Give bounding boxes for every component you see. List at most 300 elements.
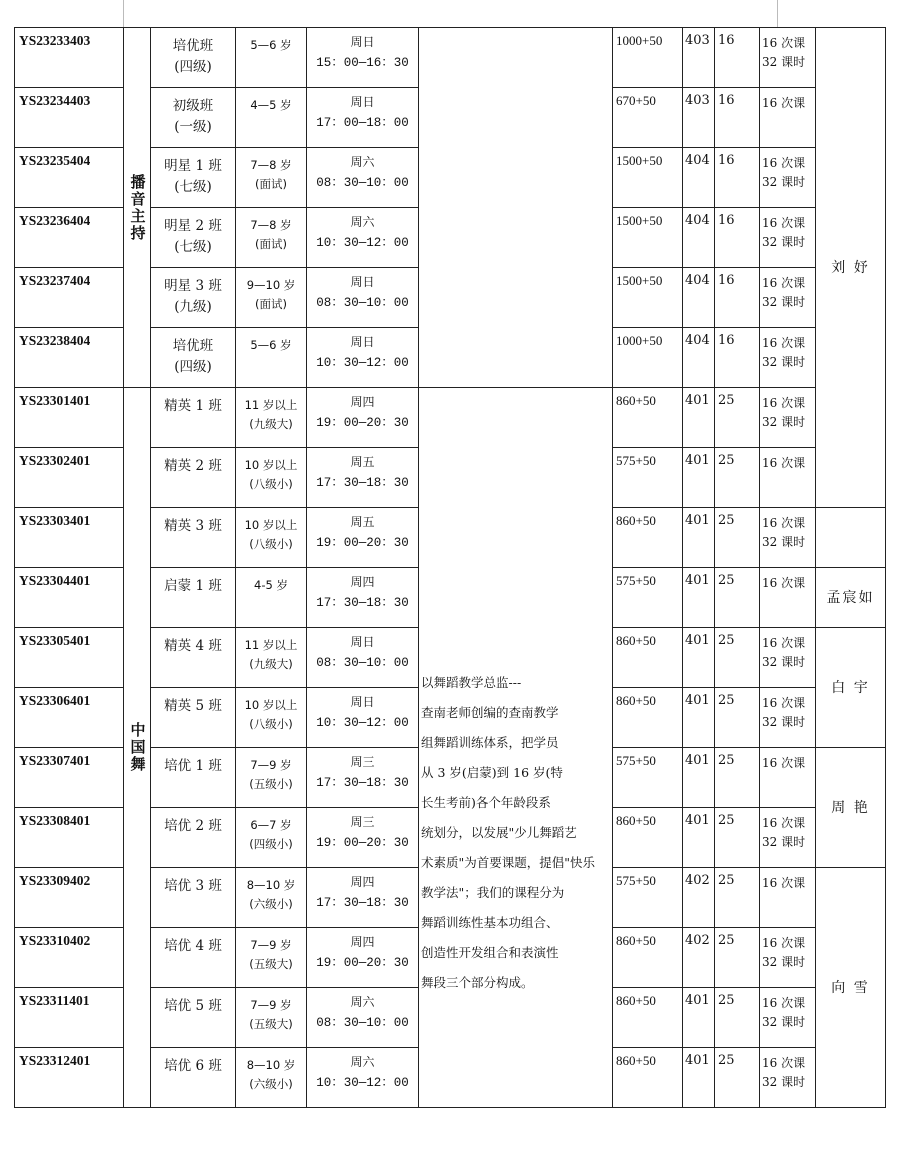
course-code: YS23309402 [19, 873, 91, 888]
fee-cell [613, 388, 683, 448]
time-cell [307, 928, 419, 988]
class-name: 明星 3 班 [164, 278, 222, 294]
age-note: (面试) [255, 297, 287, 311]
description-cell [419, 28, 613, 388]
table-row [15, 388, 886, 448]
time-cell [307, 268, 419, 328]
weekday: 周六 [350, 215, 375, 229]
fee-value: 1500+50 [616, 213, 663, 228]
fee-cell [613, 88, 683, 148]
class-hours: 32 课时 [762, 175, 806, 189]
time-range: 17：00—18：00 [316, 116, 409, 130]
teacher-cell [816, 628, 886, 748]
teacher-cell [816, 568, 886, 628]
room-cell [683, 88, 715, 148]
course-code-cell [15, 448, 124, 508]
teacher-name: 刘 妤 [831, 259, 870, 276]
time-range: 10：30—12：00 [316, 236, 409, 250]
count-cell [715, 748, 760, 808]
sessions-cell [760, 1048, 816, 1108]
fee-value: 1500+50 [616, 273, 663, 288]
class-name-cell [151, 88, 236, 148]
class-name-cell [151, 568, 236, 628]
class-level: (四级) [174, 59, 212, 75]
course-code-cell [15, 148, 124, 208]
fee-cell [613, 868, 683, 928]
class-name: 培优 3 班 [164, 878, 222, 894]
course-code: YS23304401 [19, 573, 91, 588]
age-cell [236, 508, 307, 568]
class-name: 培优 1 班 [164, 758, 222, 774]
class-hours: 32 课时 [762, 55, 806, 69]
description-line: 组舞蹈训练体系，把学员 [421, 734, 559, 750]
age-cell [236, 808, 307, 868]
class-capacity: 16 [718, 93, 735, 108]
teacher-name: 周 艳 [831, 799, 870, 816]
session-count: 16 次课 [762, 1056, 806, 1070]
class-level: (四级) [174, 359, 212, 375]
class-capacity: 25 [718, 633, 735, 648]
sessions-cell [760, 208, 816, 268]
sessions-cell [760, 688, 816, 748]
class-name-cell [151, 988, 236, 1048]
fee-value: 860+50 [616, 513, 656, 528]
time-cell [307, 1048, 419, 1108]
class-level: (一级) [174, 119, 212, 135]
fee-value: 670+50 [616, 93, 656, 108]
age-range: 7—8 岁 [250, 158, 292, 172]
fee-cell [613, 268, 683, 328]
age-note: (九级大) [249, 657, 293, 671]
time-cell [307, 508, 419, 568]
room-cell [683, 388, 715, 448]
count-cell [715, 928, 760, 988]
age-range: 11 岁以上 [244, 638, 298, 652]
fee-value: 860+50 [616, 393, 656, 408]
time-range: 08：30—10：00 [316, 176, 409, 190]
class-hours: 32 课时 [762, 835, 806, 849]
fee-value: 1000+50 [616, 33, 663, 48]
room-cell [683, 28, 715, 88]
age-note: (八级小) [249, 537, 293, 551]
weekday: 周日 [350, 635, 375, 649]
course-code: YS23237404 [19, 273, 91, 288]
age-cell [236, 868, 307, 928]
fee-cell [613, 928, 683, 988]
description-line: 从 3 岁(启蒙)到 16 岁(特 [421, 764, 563, 780]
class-capacity: 16 [718, 153, 735, 168]
room-cell [683, 148, 715, 208]
room-number: 401 [685, 453, 710, 468]
class-hours: 32 课时 [762, 1075, 806, 1089]
session-count: 16 次课 [762, 96, 806, 110]
age-range: 5—6 岁 [250, 38, 292, 52]
count-cell [715, 388, 760, 448]
class-name-cell [151, 28, 236, 88]
time-cell [307, 28, 419, 88]
time-cell [307, 568, 419, 628]
course-code: YS23238404 [19, 333, 91, 348]
session-count: 16 次课 [762, 636, 806, 650]
room-cell [683, 448, 715, 508]
room-cell [683, 748, 715, 808]
class-name: 明星 1 班 [164, 158, 222, 174]
table-row [15, 28, 886, 88]
age-note: (九级大) [249, 417, 293, 431]
teacher-name: 孟宸如 [826, 589, 875, 606]
room-cell [683, 808, 715, 868]
teacher-cell [816, 28, 886, 508]
session-count: 16 次课 [762, 396, 806, 410]
class-name: 培优 6 班 [164, 1058, 222, 1074]
age-range: 7—9 岁 [250, 998, 292, 1012]
session-count: 16 次课 [762, 756, 806, 770]
time-cell [307, 448, 419, 508]
count-cell [715, 448, 760, 508]
time-range: 10：30—12：00 [316, 1076, 409, 1090]
count-cell [715, 1048, 760, 1108]
description-line: 长生考前)各个年龄段系 [421, 794, 551, 810]
age-range: 5—6 岁 [250, 338, 292, 352]
weekday: 周日 [350, 695, 375, 709]
course-code-cell [15, 748, 124, 808]
time-range: 17：30—18：30 [316, 476, 409, 490]
age-cell [236, 1048, 307, 1108]
room-cell [683, 688, 715, 748]
course-code-cell [15, 1048, 124, 1108]
class-capacity: 16 [718, 213, 735, 228]
class-hours: 32 课时 [762, 235, 806, 249]
count-cell [715, 268, 760, 328]
class-name: 精英 2 班 [164, 458, 222, 474]
age-cell [236, 28, 307, 88]
class-name-cell [151, 508, 236, 568]
sessions-cell [760, 28, 816, 88]
course-code: YS23310402 [19, 933, 91, 948]
description-line: 术素质"为首要课题，提倡"快乐 [421, 854, 595, 870]
class-name: 精英 4 班 [164, 638, 222, 654]
age-range: 10 岁以上 [244, 458, 298, 472]
time-range: 19：00—20：30 [316, 536, 409, 550]
session-count: 16 次课 [762, 36, 806, 50]
room-number: 403 [685, 33, 710, 48]
course-code-cell [15, 508, 124, 568]
class-name-cell [151, 928, 236, 988]
course-code-cell [15, 628, 124, 688]
course-code: YS23306401 [19, 693, 91, 708]
weekday: 周日 [350, 95, 375, 109]
session-count: 16 次课 [762, 156, 806, 170]
sessions-cell [760, 928, 816, 988]
teacher-name: 向 雪 [831, 979, 870, 996]
class-name-cell [151, 448, 236, 508]
weekday: 周五 [350, 515, 375, 529]
age-cell [236, 148, 307, 208]
class-capacity: 25 [718, 693, 735, 708]
weekday: 周四 [350, 935, 375, 949]
class-name: 培优班 [172, 338, 214, 354]
sessions-cell [760, 808, 816, 868]
weekday: 周日 [350, 335, 375, 349]
fee-cell [613, 748, 683, 808]
fee-cell [613, 808, 683, 868]
teacher-cell [816, 748, 886, 868]
class-capacity: 25 [718, 933, 735, 948]
course-code-cell [15, 88, 124, 148]
room-cell [683, 988, 715, 1048]
class-capacity: 25 [718, 753, 735, 768]
fee-cell [613, 988, 683, 1048]
description-cell [419, 388, 613, 1108]
fee-cell [613, 448, 683, 508]
room-cell [683, 868, 715, 928]
time-cell [307, 868, 419, 928]
description-line: 统划分，以发展"少儿舞蹈艺 [421, 824, 577, 840]
course-schedule-table [14, 27, 886, 1108]
room-number: 404 [685, 273, 710, 288]
session-count: 16 次课 [762, 996, 806, 1010]
class-name: 启蒙 1 班 [164, 578, 222, 594]
fee-value: 575+50 [616, 873, 656, 888]
sessions-cell [760, 328, 816, 388]
room-cell [683, 268, 715, 328]
age-cell [236, 628, 307, 688]
class-name: 明星 2 班 [164, 218, 222, 234]
age-cell [236, 448, 307, 508]
room-number: 402 [685, 933, 710, 948]
course-code-cell [15, 868, 124, 928]
age-range: 11 岁以上 [244, 398, 298, 412]
fee-value: 860+50 [616, 933, 656, 948]
count-cell [715, 148, 760, 208]
weekday: 周四 [350, 395, 375, 409]
course-code: YS23301401 [19, 393, 91, 408]
age-cell [236, 688, 307, 748]
course-code-cell [15, 928, 124, 988]
time-range: 08：30—10：00 [316, 656, 409, 670]
time-cell [307, 748, 419, 808]
age-note: (四级小) [249, 837, 293, 851]
class-name-cell [151, 328, 236, 388]
class-name: 培优 4 班 [164, 938, 222, 954]
course-code: YS23236404 [19, 213, 91, 228]
age-cell [236, 268, 307, 328]
room-number: 401 [685, 813, 710, 828]
class-capacity: 25 [718, 1053, 735, 1068]
room-cell [683, 568, 715, 628]
count-cell [715, 568, 760, 628]
description-line: 舞蹈训练性基本功组合、 [421, 914, 559, 930]
class-hours: 32 课时 [762, 655, 806, 669]
room-number: 401 [685, 1053, 710, 1068]
room-cell [683, 328, 715, 388]
age-cell [236, 988, 307, 1048]
age-note: (五级小) [249, 777, 293, 791]
sessions-cell [760, 448, 816, 508]
weekday: 周四 [350, 575, 375, 589]
class-hours: 32 课时 [762, 1015, 806, 1029]
sessions-cell [760, 388, 816, 448]
category-label: 播音主持 [128, 173, 147, 242]
course-code: YS23302401 [19, 453, 91, 468]
time-cell [307, 208, 419, 268]
class-capacity: 25 [718, 993, 735, 1008]
class-name-cell [151, 868, 236, 928]
class-capacity: 25 [718, 513, 735, 528]
count-cell [715, 28, 760, 88]
class-name-cell [151, 268, 236, 328]
course-code: YS23311401 [19, 993, 90, 1008]
category-cell [124, 388, 151, 1108]
class-hours: 32 课时 [762, 415, 806, 429]
time-range: 17：30—18：30 [316, 776, 409, 790]
time-range: 08：30—10：00 [316, 1016, 409, 1030]
course-code-cell [15, 28, 124, 88]
age-cell [236, 568, 307, 628]
time-range: 10：30—12：00 [316, 356, 409, 370]
count-cell [715, 88, 760, 148]
time-cell [307, 388, 419, 448]
course-code: YS23303401 [19, 513, 91, 528]
class-hours: 32 课时 [762, 715, 806, 729]
time-range: 08：30—10：00 [316, 296, 409, 310]
age-note: (面试) [255, 237, 287, 251]
class-name: 初级班 [172, 98, 214, 114]
fee-value: 860+50 [616, 1053, 656, 1068]
class-hours: 32 课时 [762, 355, 806, 369]
count-cell [715, 808, 760, 868]
room-number: 404 [685, 153, 710, 168]
room-number: 401 [685, 633, 710, 648]
time-cell [307, 148, 419, 208]
course-code-cell [15, 688, 124, 748]
age-range: 10 岁以上 [244, 518, 298, 532]
course-code: YS23234403 [19, 93, 91, 108]
class-capacity: 16 [718, 273, 735, 288]
page-guide-line [777, 0, 778, 28]
sessions-cell [760, 268, 816, 328]
time-cell [307, 988, 419, 1048]
session-count: 16 次课 [762, 456, 806, 470]
time-cell [307, 88, 419, 148]
fee-cell [613, 688, 683, 748]
course-code: YS23307401 [19, 753, 91, 768]
category-label: 中国舞 [128, 722, 147, 773]
weekday: 周六 [350, 995, 375, 1009]
class-name: 培优班 [172, 38, 214, 54]
age-range: 10 岁以上 [244, 698, 298, 712]
course-code-cell [15, 808, 124, 868]
fee-cell [613, 508, 683, 568]
count-cell [715, 208, 760, 268]
time-range: 17：30—18：30 [316, 596, 409, 610]
room-number: 401 [685, 753, 710, 768]
course-code: YS23308401 [19, 813, 91, 828]
class-name-cell [151, 688, 236, 748]
room-cell [683, 508, 715, 568]
class-capacity: 25 [718, 873, 735, 888]
session-count: 16 次课 [762, 696, 806, 710]
age-cell [236, 88, 307, 148]
class-name-cell [151, 1048, 236, 1108]
sessions-cell [760, 868, 816, 928]
time-range: 15：00—16：30 [316, 56, 409, 70]
course-code-cell [15, 568, 124, 628]
count-cell [715, 628, 760, 688]
fee-cell [613, 328, 683, 388]
count-cell [715, 508, 760, 568]
weekday: 周五 [350, 455, 375, 469]
age-note: (五级大) [249, 957, 293, 971]
age-cell [236, 748, 307, 808]
count-cell [715, 988, 760, 1048]
time-range: 10：30—12：00 [316, 716, 409, 730]
age-cell [236, 328, 307, 388]
time-cell [307, 808, 419, 868]
class-capacity: 16 [718, 333, 735, 348]
weekday: 周日 [350, 35, 375, 49]
age-range: 7—9 岁 [250, 758, 292, 772]
age-note: (五级大) [249, 1017, 293, 1031]
fee-value: 1000+50 [616, 333, 663, 348]
course-code-cell [15, 328, 124, 388]
room-number: 401 [685, 393, 710, 408]
category-cell [124, 28, 151, 388]
class-name-cell [151, 628, 236, 688]
room-number: 401 [685, 693, 710, 708]
class-name: 精英 1 班 [164, 398, 222, 414]
age-note: (六级小) [249, 1077, 293, 1091]
teacher-name: 白 宇 [831, 679, 870, 696]
age-cell [236, 388, 307, 448]
age-note: (六级小) [249, 897, 293, 911]
session-count: 16 次课 [762, 816, 806, 830]
description-line: 查南老师创编的查南教学 [421, 704, 559, 720]
age-range: 8—10 岁 [246, 878, 296, 892]
room-number: 403 [685, 93, 710, 108]
age-range: 8—10 岁 [246, 1058, 296, 1072]
class-name: 精英 5 班 [164, 698, 222, 714]
course-code-cell [15, 208, 124, 268]
class-capacity: 25 [718, 573, 735, 588]
class-hours: 32 课时 [762, 955, 806, 969]
class-level: (七级) [174, 179, 212, 195]
description-line: 舞段三个部分构成。 [421, 974, 534, 990]
class-name: 精英 3 班 [164, 518, 222, 534]
room-number: 404 [685, 213, 710, 228]
description-line: 教学法"；我们的课程分为 [421, 884, 565, 900]
session-count: 16 次课 [762, 516, 806, 530]
room-cell [683, 1048, 715, 1108]
room-cell [683, 928, 715, 988]
class-name-cell [151, 808, 236, 868]
fee-cell [613, 1048, 683, 1108]
age-note: (面试) [255, 177, 287, 191]
time-cell [307, 628, 419, 688]
count-cell [715, 868, 760, 928]
age-cell [236, 208, 307, 268]
session-count: 16 次课 [762, 336, 806, 350]
room-number: 401 [685, 573, 710, 588]
sessions-cell [760, 88, 816, 148]
class-hours: 32 课时 [762, 295, 806, 309]
age-note: (八级小) [249, 477, 293, 491]
time-cell [307, 688, 419, 748]
weekday: 周六 [350, 155, 375, 169]
session-count: 16 次课 [762, 876, 806, 890]
time-range: 19：00—20：30 [316, 956, 409, 970]
class-capacity: 25 [718, 393, 735, 408]
